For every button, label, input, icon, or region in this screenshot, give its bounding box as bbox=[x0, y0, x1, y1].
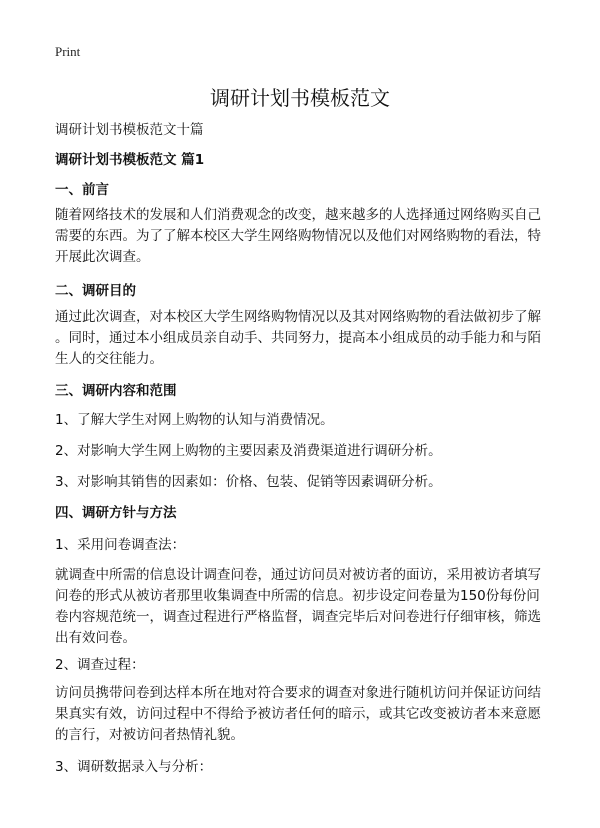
text-line: 。同时，通过本小组成员亲自动手、共同努力，提高本小组成员的动手能力和与陌 bbox=[55, 330, 541, 346]
list-item: 1、了解大学生对网上购物的认知与消费情况。 bbox=[55, 412, 334, 428]
text-line: 需要的东西。为了了解本校区大学生网络购物情况以及他们对网络购物的看法，特 bbox=[55, 228, 541, 244]
subtitle: 调研计划书模板范文十篇 bbox=[55, 122, 204, 138]
section-heading-3: 三、调研内容和范围 bbox=[55, 383, 177, 399]
text-line: 果真实有效，访问过程中不得给予被访者任何的暗示，或其它改变被访者本来意愿 bbox=[55, 706, 541, 722]
text-line: 就调查中所需的信息设计调查问卷，通过访问员对被访者的面访，采用被访者填写 bbox=[55, 567, 541, 583]
paragraph-method-1 bbox=[55, 565, 541, 649]
section-heading-4: 四、调研方针与方法 bbox=[55, 505, 177, 521]
section-heading-2: 二、调研目的 bbox=[55, 283, 136, 299]
text-line: 随着网络技术的发展和人们消费观念的改变，越来越多的人选择通过网络购买自己 bbox=[55, 207, 541, 223]
method-3-label: 3、调研数据录入与分析： bbox=[55, 759, 213, 775]
text-line: 出有效问卷。 bbox=[55, 630, 136, 646]
article-heading: 调研计划书模板范文 篇1 bbox=[55, 152, 205, 168]
text-line: 生人的交往能力。 bbox=[55, 351, 163, 367]
text-line: 通过此次调查，对本校区大学生网络购物情况以及其对网络购物的看法做初步了解 bbox=[55, 309, 541, 325]
text-line: 访问员携带问卷到达样本所在地对符合要求的调查对象进行随机访问并保证访问结 bbox=[55, 685, 541, 701]
print-link[interactable]: Print bbox=[55, 44, 81, 59]
paragraph-intro bbox=[55, 205, 541, 268]
list-item: 3、对影响其销售的因素如：价格、包装、促销等因素调研分析。 bbox=[55, 474, 442, 490]
method-1-label: 1、采用问卷调查法： bbox=[55, 537, 186, 553]
list-item: 2、对影响大学生网上购物的主要因素及消费渠道进行调研分析。 bbox=[55, 443, 442, 459]
text-line: 开展此次调查。 bbox=[55, 249, 150, 265]
paragraph-purpose bbox=[55, 307, 541, 370]
paragraph-method-2 bbox=[55, 683, 541, 746]
section-heading-1: 一、前言 bbox=[55, 182, 109, 198]
text-line: 的言行，对被访问者热情礼貌。 bbox=[55, 727, 244, 743]
text-line: 问卷的形式从被访者那里收集调查中所需的信息。初步设定问卷量为150份每份问 bbox=[55, 588, 540, 604]
method-2-label: 2、调查过程： bbox=[55, 657, 145, 673]
page-title: 调研计划书模板范文 bbox=[210, 86, 390, 110]
text-line: 卷内容规范统一，调查过程进行严格监督，调查完毕后对问卷进行仔细审核，筛选 bbox=[55, 609, 541, 625]
